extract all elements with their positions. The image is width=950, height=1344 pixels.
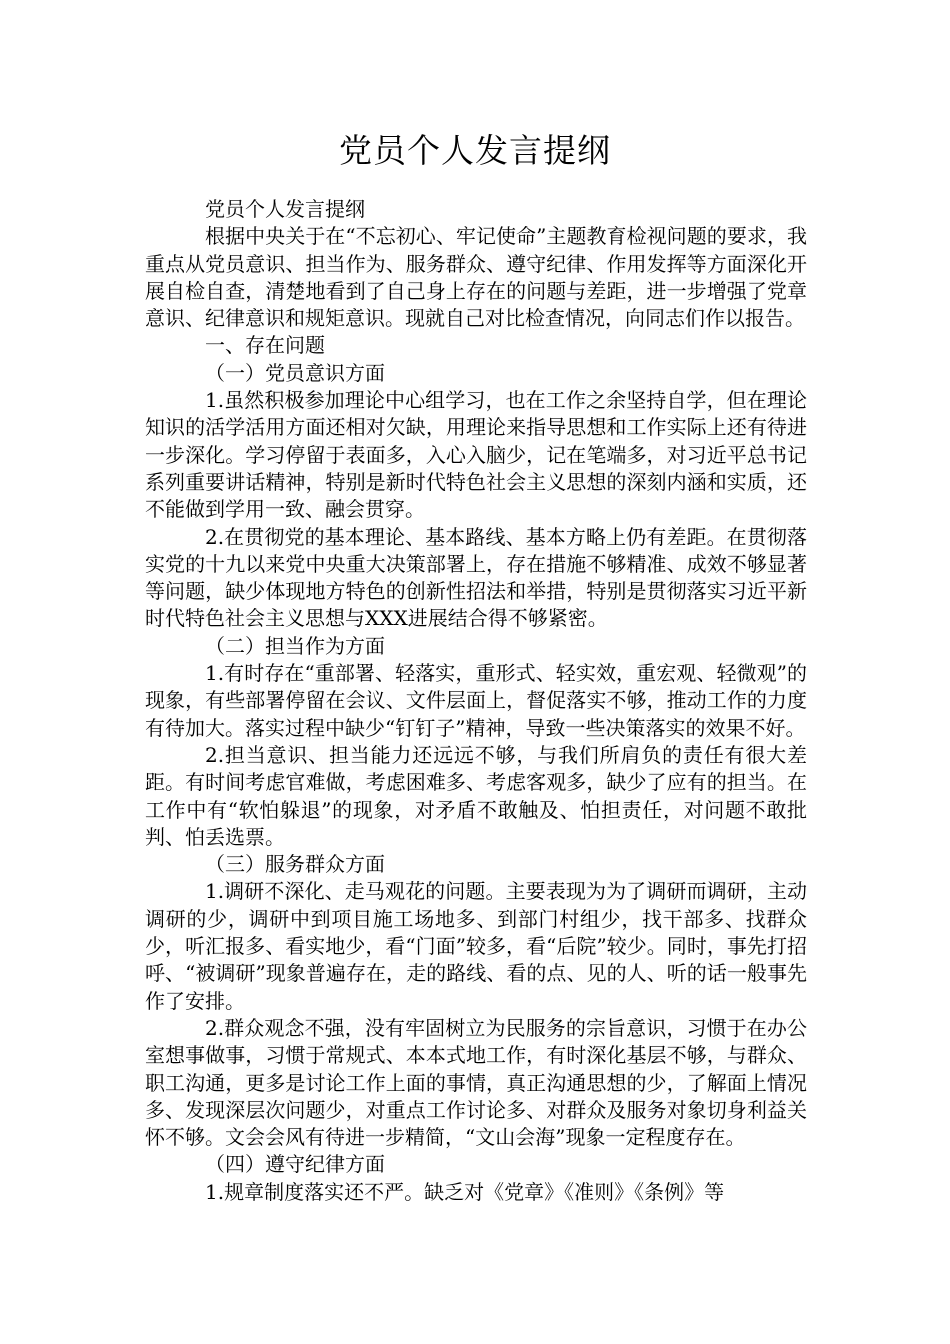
subsection-heading-serving-public: （三）服务群众方面 xyxy=(205,852,385,877)
paragraph-serving-public-1: 1.调研不深化、走马观花的问题。主要表现为为了调研而调研，主动调研的少，调研中到项目施工场地多、到部门村组少，找干部多、找群众少，听汇报多、看实地少，看“门面”较多，看“后院”较少。同时，事先打招呼、“被调研”现象普遍存在，走的路线、看的点、见的人、听的话一般事先作了安排。 xyxy=(145,879,807,1013)
page-title: 党员个人发言提纲 xyxy=(339,131,611,170)
subtitle-paragraph: 党员个人发言提纲 xyxy=(205,197,365,221)
paragraph-serving-public-2: 2.群众观念不强，没有牢固树立为民服务的宗旨意识，习惯于在办公室想事做事，习惯于常规式、本本式地工作，有时深化基层不够，与群众、职工沟通，更多是讨论工作上面的事情，真正沟通思想的少，了解面上情况多、发现深层次问题少，对重点工作讨论多、对群众及服务对象切身利益关怀不够。文会会风有待进一步精简，“文山会海”现象一定程度存在。 xyxy=(145,1015,807,1150)
subsection-heading-responsibility: （二）担当作为方面 xyxy=(205,633,385,658)
paragraph-responsibility-2: 2.担当意识、担当能力还远远不够，与我们所肩负的责任有很大差距。有时间考虑官难做，考虑困难多、考虑客观多，缺少了应有的担当。在工作中有“软怕躲退”的现象，对矛盾不敢触及、怕担责任，对问题不敢批判、怕丢选票。 xyxy=(145,742,807,849)
document-body xyxy=(145,196,807,1206)
paragraph-responsibility-1: 1.有时存在“重部署、轻落实，重形式、轻实效，重宏观、轻微观”的现象，有些部署停留在会议、文件层面上，督促落实不够，推动工作的力度有待加大。落实过程中缺少“钉钉子”精神，导致一些决策落实的效果不好。 xyxy=(145,661,807,740)
paragraph-party-awareness-2: 2.在贯彻党的基本理论、基本路线、基本方略上仍有差距。在贯彻落实党的十九以来党中央重大决策部署上，存在措施不够精准、成效不够显著等问题，缺少体现地方特色的创新性招法和举措，特别是贯彻落实习近平新时代特色社会主义思想与XXX进展结合得不够紧密。 xyxy=(145,524,807,631)
intro-paragraph: 根据中央关于在“不忘初心、牢记使命”主题教育检视问题的要求，我重点从党员意识、担当作为、服务群众、遵守纪律、作用发挥等方面深化开展自检自查，清楚地看到了自己身上存在的问题与差距，进一步增强了党章意识、纪律意识和规矩意识。现就自己对比检查情况，向同志们作以报告。 xyxy=(145,224,807,331)
subsection-heading-party-awareness: （一）党员意识方面 xyxy=(205,360,385,385)
subsection-heading-discipline: （四）遵守纪律方面 xyxy=(205,1152,385,1177)
paragraph-discipline-1: 1.规章制度落实还不严。缺乏对《党章》《准则》《条例》等 xyxy=(205,1179,725,1204)
paragraph-party-awareness-1: 1.虽然积极参加理论中心组学习，也在工作之余坚持自学，但在理论知识的活学活用方面还相对欠缺，用理论来指导思想和工作实际上还有待进一步深化。学习停留于表面多，入心入脑少，记在笔端多，对习近平总书记系列重要讲话精神，特别是新时代特色社会主义思想的深刻内涵和实质，还不能做到学用一致、融会贯穿。 xyxy=(145,388,807,522)
section-heading-problems: 一、存在问题 xyxy=(205,333,325,358)
